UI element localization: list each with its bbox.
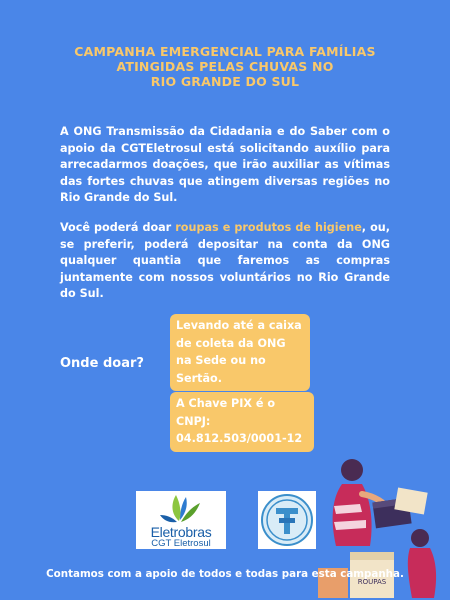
where-to-donate-label: Onde doar? bbox=[60, 356, 144, 371]
title-line-1: CAMPANHA EMERGENCIAL PARA FAMÍLIAS bbox=[74, 44, 376, 59]
eletrobras-subtitle: CGT Eletrosul bbox=[151, 538, 211, 549]
donation-paragraph bbox=[60, 220, 390, 303]
donation-highlight: roupas e produtos de higiene bbox=[175, 221, 362, 234]
ong-logo bbox=[258, 491, 316, 549]
donation-text-start: Você poderá doar bbox=[60, 221, 176, 234]
donation-text-end: , ou, se preferir, poderá depositar na conta da ONG qualquer quantia que faremos as compras juntamente com nossos voluntários no Rio Grande do Sul. bbox=[60, 221, 390, 301]
box-label: ROUPAS bbox=[357, 578, 387, 586]
title-line-2: ATINGIDAS PELAS CHUVAS NO bbox=[116, 59, 334, 74]
footer-message: Contamos com a apoio de todos e todas para esta campanha. bbox=[46, 568, 404, 580]
pix-key-bubble: A Chave PIX é o CNPJ: 04.812.503/0001-12 bbox=[170, 392, 314, 452]
campaign-title bbox=[40, 44, 410, 89]
intro-paragraph: A ONG Transmissão da Cidadania e do Saber com o apoio da CGTEletrosul está solicitando auxílio para arrecadarmos doações, que irão auxiliar as vítimas das fortes chuvas que atingem diversas regiões no Rio Grande do Sul. bbox=[60, 125, 390, 205]
collection-box-bubble: Levando até a caixa de coleta da ONG na Sede ou no Sertão. bbox=[170, 314, 310, 391]
eletrobras-logo bbox=[136, 491, 226, 549]
eletrobras-name: Eletrobras bbox=[150, 524, 212, 540]
ong-emblem-icon bbox=[258, 491, 316, 549]
title-line-3: RIO GRANDE DO SUL bbox=[150, 74, 300, 89]
eletrobras-leaf-icon bbox=[136, 491, 226, 525]
